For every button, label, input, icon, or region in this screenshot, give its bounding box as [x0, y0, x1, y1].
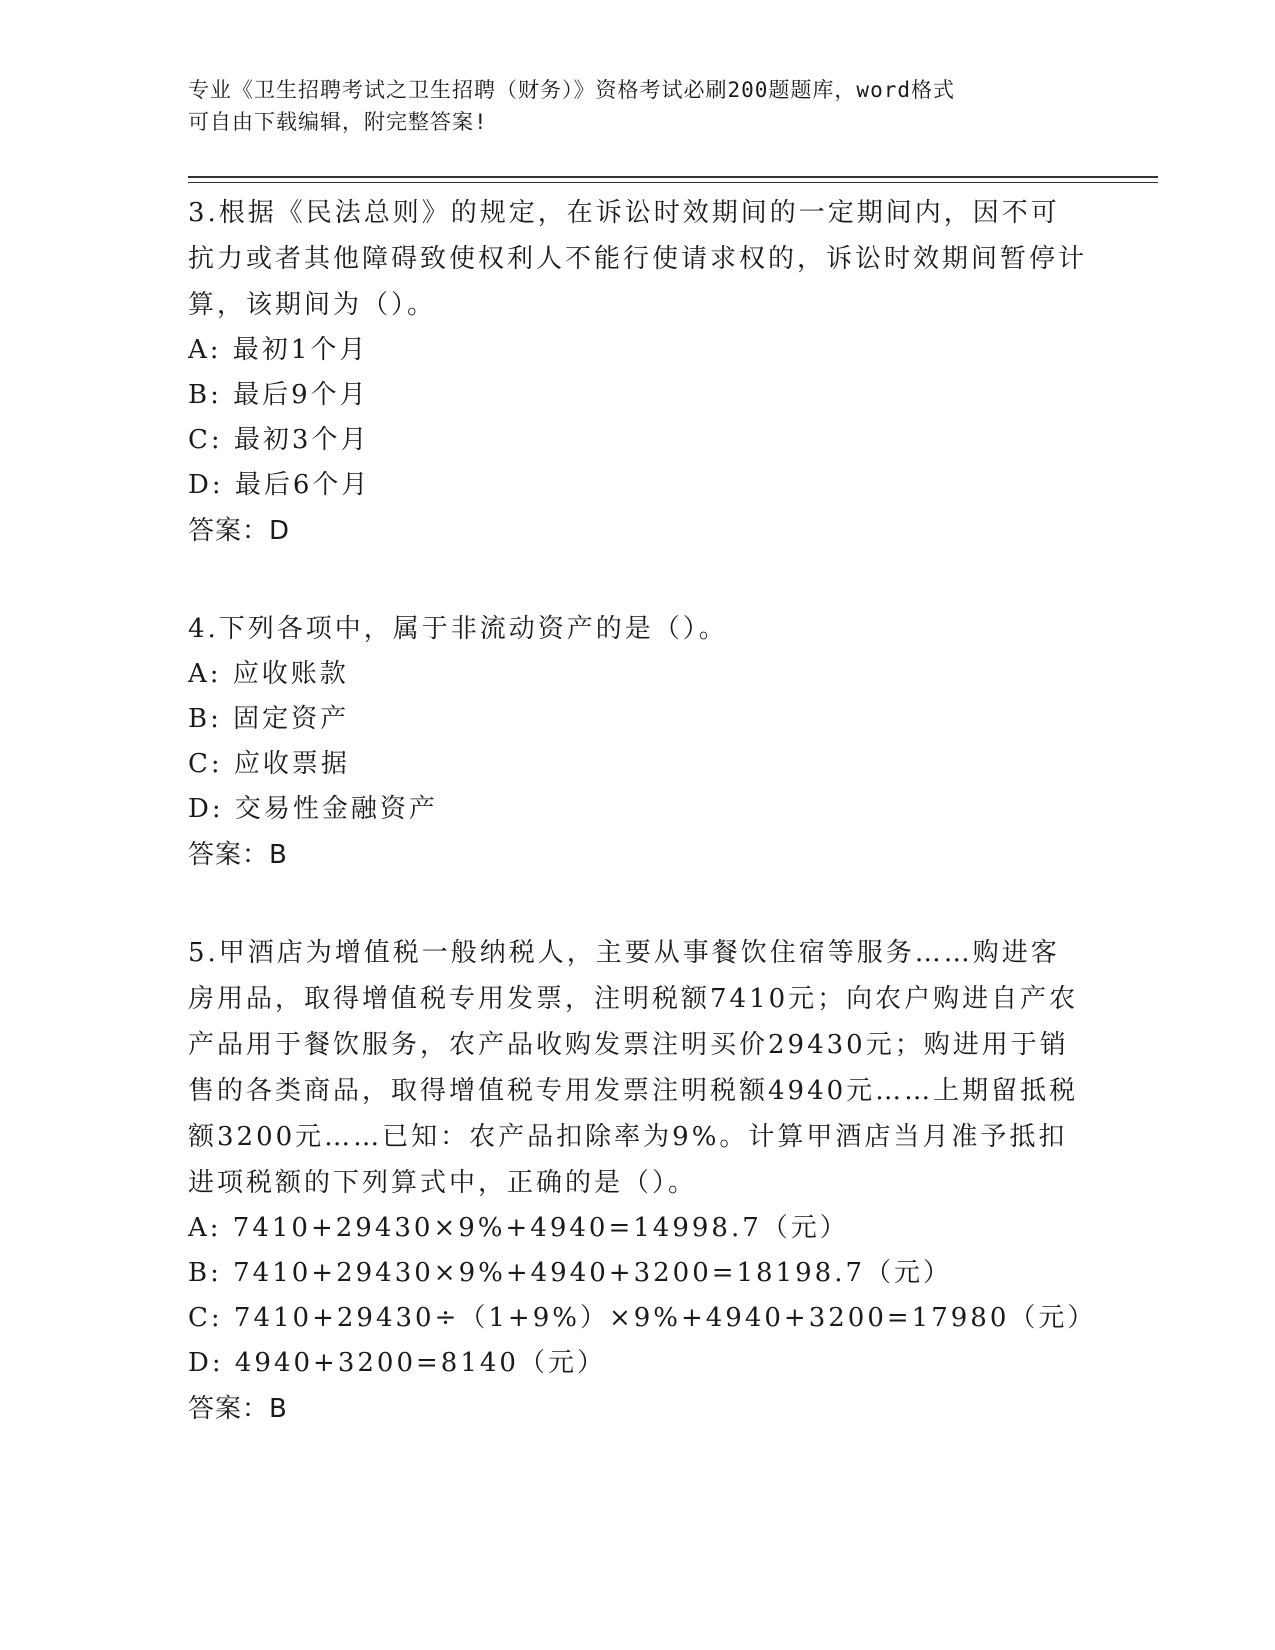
option-b: B: 7410+29430×9%+4940+3200=18198.7（元） [188, 1258, 953, 1288]
option-c: C: 最初3个月 [188, 425, 370, 455]
option-c: C: 应收票据 [188, 749, 350, 779]
question-4 [188, 606, 1088, 878]
option-d: D: 交易性金融资产 [188, 794, 438, 824]
question-3 [188, 190, 1088, 554]
answer-label: 答案：D [188, 516, 291, 546]
question-stem: 3.根据《民法总则》的规定，在诉讼时效期间的一定期间内，因不可抗力或者其他障碍致使权利人不能行使请求权的，诉讼时效期间暂停计算，该期间为（）。 [188, 198, 1088, 320]
option-b: B: 最后9个月 [188, 380, 369, 410]
question-stem: 4.下列各项中，属于非流动资产的是（）。 [188, 614, 728, 644]
header-line-1: 专业《卫生招聘考试之卫生招聘（财务）》资格考试必刷200题题库，word格式 [188, 78, 955, 102]
option-d: D: 最后6个月 [188, 470, 371, 500]
document-header [188, 74, 1068, 138]
answer-label: 答案：B [188, 1394, 288, 1424]
option-a: A: 应收账款 [188, 659, 349, 689]
option-c: C: 7410+29430÷（1+9%）×9%+4940+3200=17980（元） [188, 1303, 1097, 1333]
header-rule-thin [188, 182, 1158, 183]
option-b: B: 固定资产 [188, 704, 350, 734]
option-d: D: 4940+3200=8140（元） [188, 1348, 606, 1378]
question-5 [188, 930, 1097, 1432]
option-a: A: 最初1个月 [188, 335, 369, 365]
option-a: A: 7410+29430×9%+4940=14998.7（元） [188, 1213, 849, 1243]
question-stem: 5.甲酒店为增值税一般纳税人，主要从事餐饮住宿等服务……购进客房用品，取得增值税专用发票，注明税额7410元；向农户购进自产农产品用于餐饮服务，农产品收购发票注明买价29430元；购进用于销售的各类商品，取得增值税专用发票注明税额4940元……上期留抵税额3200元……已知：农产品扣除率为9%。计算甲酒店当月准予抵扣进项税额的下列算式中，正确的是（）。 [188, 938, 1079, 1198]
header-rule-thick [188, 176, 1158, 178]
question-list [188, 190, 1097, 1484]
header-line-2: 可自由下载编辑，附完整答案! [188, 110, 488, 134]
answer-label: 答案：B [188, 840, 288, 870]
